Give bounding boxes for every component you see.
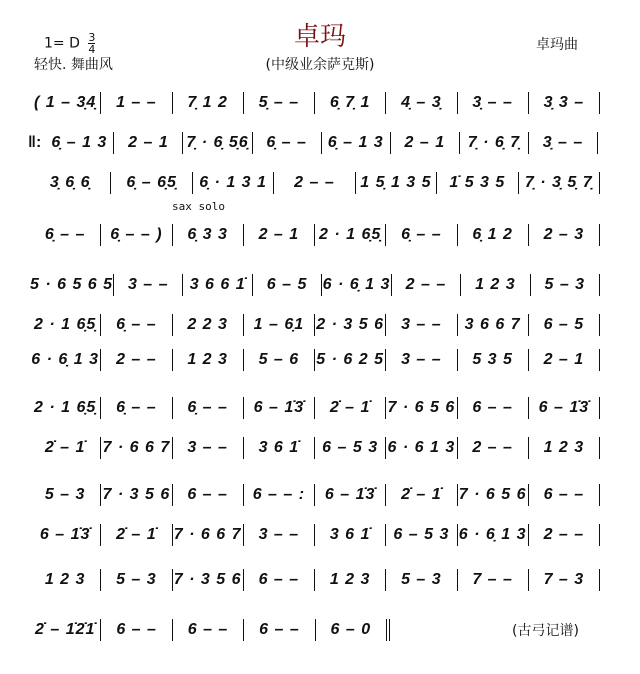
repeat-start-sign: ‖:: [28, 134, 42, 151]
measure: 7 – 3: [529, 569, 600, 591]
score-line: [30, 523, 600, 547]
measure: 3 – –: [244, 524, 315, 546]
measure: 2 2 3: [173, 314, 244, 336]
measure: 6̣ 1 2: [458, 224, 529, 246]
measure: 7 · 6 5 6: [386, 397, 457, 419]
measure: 6 – 0: [316, 619, 390, 641]
measure: 6 – 1̇3̇: [315, 484, 386, 506]
measure: 6 · 6̣ 1 3: [458, 524, 529, 546]
tempo-marking: 轻快. 舞曲风: [34, 57, 113, 73]
subtitle: (中级业余萨克斯): [265, 57, 375, 73]
measure: 6̣ – –: [101, 314, 172, 336]
measure: 3 – –: [173, 437, 244, 459]
measure: 2 – 1: [391, 132, 460, 154]
measure: 6 – –: [173, 484, 244, 506]
measure: 3̣ 3 –: [529, 92, 600, 114]
measure: 6 – 5 3: [315, 437, 386, 459]
measure: 6̣ – 1 3: [322, 132, 391, 154]
measure: 2̇ – 1̇: [101, 524, 172, 546]
measure: 6̣ – –: [386, 224, 457, 246]
measure: 6 – – :: [244, 484, 315, 506]
measure: 6 · 6̣ 1 3: [30, 349, 101, 371]
measure: 6̣ · 1 3 1: [193, 172, 274, 194]
score-line: [30, 313, 600, 337]
measure: 1 2 3: [173, 349, 244, 371]
composer: 卓玛曲: [536, 37, 578, 53]
measure: 6 – 1̇3̇: [244, 397, 315, 419]
measure: 6 – –: [244, 619, 315, 641]
measure: 2 · 3 5 6: [315, 314, 386, 336]
measure: 1 2 3: [529, 437, 600, 459]
measure: 2 – 1: [244, 224, 315, 246]
measure: 1 2 3: [461, 274, 530, 296]
measure: 3 – –: [386, 349, 457, 371]
measure: 5 · 6 5 6 5: [30, 274, 114, 296]
key-signature: [44, 32, 95, 55]
measure: 2 – –: [274, 172, 355, 194]
key-label: 1= D: [44, 35, 80, 52]
measure: 2 · 1 6̣5̣: [30, 314, 101, 336]
measure: 6 · 6 1 3: [386, 437, 457, 459]
measure: 6 – 5: [529, 314, 600, 336]
measure: 3 6 1̇: [315, 524, 386, 546]
score-line: [30, 223, 600, 247]
measure: 2 – –: [101, 349, 172, 371]
measure: 7 · 6 6 7: [101, 437, 172, 459]
notator-credit: (古弓记谱): [512, 623, 579, 639]
measure: 2̇ – 1̇: [315, 397, 386, 419]
measure: 1 5̣ 1 3 5: [356, 172, 437, 194]
score-line: [30, 91, 600, 115]
measure: 6 – 5 3: [386, 524, 457, 546]
measure: 6 – –: [529, 484, 600, 506]
measure: 2 – –: [529, 524, 600, 546]
score-line: [30, 436, 600, 460]
measure: 1 – 6̣1: [244, 314, 315, 336]
measure: 5 – 3: [531, 274, 600, 296]
measure: 7̣ 1 2: [173, 92, 244, 114]
measure: 3 6 1̇: [244, 437, 315, 459]
measure: 5 – 3: [30, 484, 101, 506]
score-line: [30, 273, 600, 297]
measure: 4̣ – 3̣: [386, 92, 457, 114]
measure: 7̣ · 6̣ 5̣6̣: [183, 132, 252, 154]
score-line: [30, 618, 390, 642]
measure: 2̇ – 1̇2̇1̇: [30, 619, 101, 641]
measure: 5 – 3: [386, 569, 457, 591]
measure: 6 – 1̇3̇: [529, 397, 600, 419]
measure: 2 – –: [392, 274, 461, 296]
measure: 6̣ 3 3: [173, 224, 244, 246]
measure: 6 – 5: [253, 274, 322, 296]
measure: 6 – –: [173, 619, 244, 641]
measure: 6̣ – –: [101, 397, 172, 419]
measure: 2 – –: [458, 437, 529, 459]
measure: 1̇ 5 3 5: [437, 172, 518, 194]
song-title: 卓玛: [293, 22, 346, 52]
measure: 6̣ – 1 3: [45, 132, 114, 154]
sax-solo-annotation: sax solo: [172, 200, 225, 213]
measure: 5 – 6: [244, 349, 315, 371]
measure: 1 2 3: [30, 569, 101, 591]
measure: 6 – –: [244, 569, 315, 591]
measure: 2 – 3: [529, 224, 600, 246]
measure: 2 – 1: [529, 349, 600, 371]
measure: 3̣ – –: [458, 92, 529, 114]
measure: 5 · 6 2 5: [315, 349, 386, 371]
measure: 3 – –: [386, 314, 457, 336]
measure: 3̣ 6̣ 6̣: [30, 172, 111, 194]
measure: 7 – –: [458, 569, 529, 591]
measure: 5 3 5: [458, 349, 529, 371]
score-line: [30, 483, 600, 507]
time-bottom: 4: [88, 43, 96, 56]
measure: 6̣ 7̣ 1: [315, 92, 386, 114]
measure: 2 · 1 6̣5̣: [30, 397, 101, 419]
measure: 2 · 1 6̣5̣: [315, 224, 386, 246]
measure: 1 – –: [101, 92, 172, 114]
score-line: [28, 131, 598, 155]
measure: 6̣ – –: [253, 132, 322, 154]
score-line: [30, 171, 600, 195]
measure: ( 1 – 3̣4̣: [30, 92, 101, 114]
measure: 6̣ – –: [30, 224, 101, 246]
measure: 6 – 1̇3̇: [30, 524, 101, 546]
measure: 7̣ · 6̣ 7̣: [460, 132, 529, 154]
measure: 5 – 3: [101, 569, 172, 591]
measure: 2̇ – 1̇: [386, 484, 457, 506]
measure: 6̣ – – ): [101, 224, 172, 246]
measure: 3 6 6 1̇: [183, 274, 252, 296]
measure: 2 – 1: [114, 132, 183, 154]
measure: 5̣ – –: [244, 92, 315, 114]
score-line: [30, 396, 600, 420]
measure: 3 – –: [114, 274, 183, 296]
measure: 6 – –: [101, 619, 172, 641]
score-line: [30, 348, 600, 372]
time-top: 3: [88, 31, 96, 44]
measure: 7 · 3 5 6: [173, 569, 244, 591]
measure: 2̇ – 1̇: [30, 437, 101, 459]
measure: 6 · 6̣ 1 3: [322, 274, 391, 296]
measure: 6̣ – –: [173, 397, 244, 419]
measure: 3̣ – –: [529, 132, 598, 154]
measure: 6̣ – 6̣5̣: [111, 172, 192, 194]
measure: 7 · 3 5 6: [101, 484, 172, 506]
score-line: [30, 568, 600, 592]
measure: 7̣ · 3̣ 5̣ 7̣: [519, 172, 600, 194]
measure: 6 – –: [458, 397, 529, 419]
measure: 3 6 6 7: [458, 314, 529, 336]
measure: 7 · 6 6 7: [173, 524, 244, 546]
measure: 1 2 3: [315, 569, 386, 591]
time-signature: [88, 32, 95, 55]
measure: 7 · 6 5 6: [458, 484, 529, 506]
